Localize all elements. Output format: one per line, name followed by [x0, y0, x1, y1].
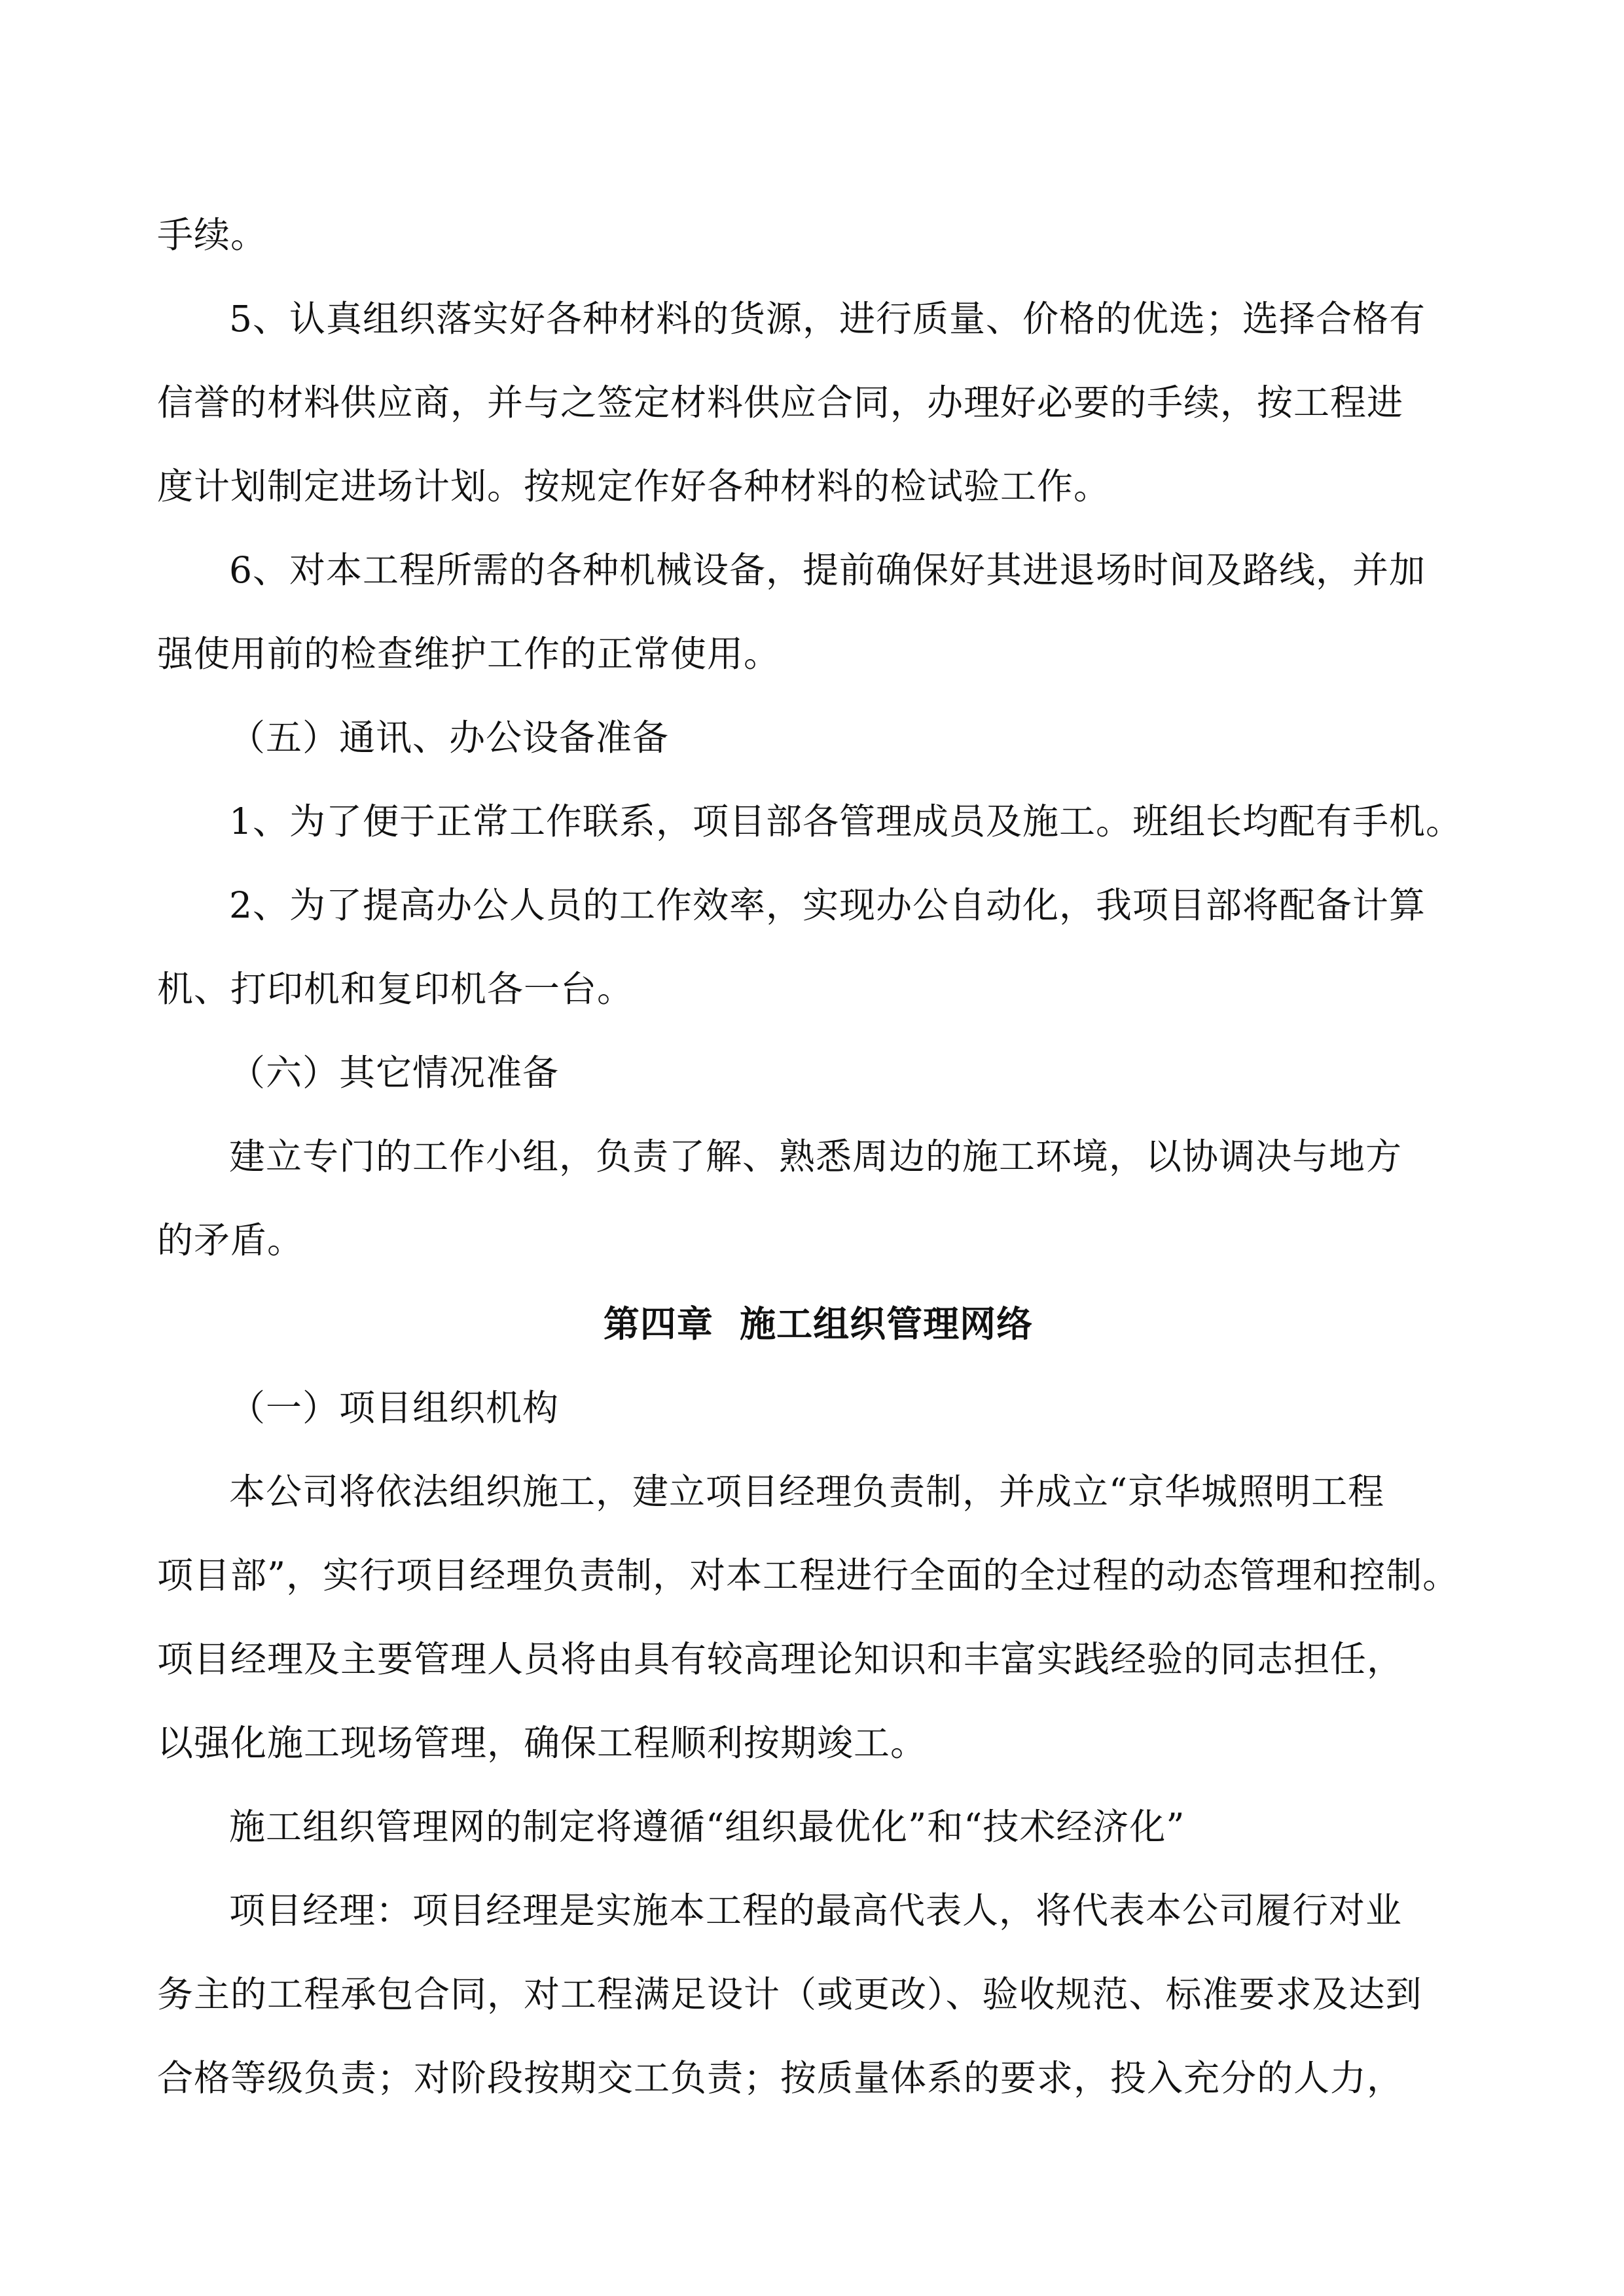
paragraph-office-equipment [157, 863, 1479, 1031]
text-line: 务主的工程承包合同，对工程满足设计（或更改）、验收规范、标准要求及达到 [157, 1973, 1422, 2015]
text-line: 项目经理：项目经理是实施本工程的最高代表人，将代表本公司履行对业 [229, 1890, 1403, 1931]
chapter-title-text: 第四章 施工组织管理网络 [603, 1303, 1034, 1345]
text-line: 6、对本工程所需的各种机械设备，提前确保好其进退场时间及路线，并加 [229, 549, 1426, 591]
text-line: （五）通讯、办公设备准备 [229, 717, 670, 759]
text-line: 的矛盾。 [157, 1219, 304, 1261]
document-body [157, 193, 1479, 2120]
paragraph-phones [157, 780, 1479, 863]
text-line: 强使用前的检查维护工作的正常使用。 [157, 633, 781, 675]
text-line: 2、为了提高办公人员的工作效率，实现办公自动化，我项目部将配备计算 [229, 884, 1426, 926]
text-line: 项目经理及主要管理人员将由具有较高理论知识和丰富实践经验的同志担任， [157, 1638, 1404, 1680]
section-heading-other [157, 1031, 1479, 1115]
paragraph-management-network [157, 1785, 1479, 1869]
text-line: 项目部”，实行项目经理负责制，对本工程进行全面的全过程的动态管理和控制。 [157, 1554, 1460, 1596]
section-heading-communication [157, 696, 1479, 780]
chapter-title [157, 1282, 1479, 1366]
paragraph-materials [157, 277, 1479, 528]
text-line: 5、认真组织落实好各种材料的货源，进行质量、价格的优选；选择合格有 [229, 298, 1426, 340]
text-line: 手续。 [157, 214, 268, 256]
text-line: 以强化施工现场管理，确保工程顺利按期竣工。 [157, 1722, 928, 1764]
text-line: 施工组织管理网的制定将遵循“组织最优化”和“技术经济化” [229, 1806, 1185, 1848]
text-line: 合格等级负责；对阶段按期交工负责；按质量体系的要求，投入充分的人力， [157, 2057, 1404, 2099]
paragraph-project-manager [157, 1869, 1479, 2120]
paragraph-equipment [157, 528, 1479, 696]
text-line: （六）其它情况准备 [229, 1052, 560, 1094]
text-line: 建立专门的工作小组，负责了解、熟悉周边的施工环境，以协调决与地方 [229, 1136, 1403, 1177]
paragraph-project-department [157, 1450, 1479, 1785]
section-heading-organization [157, 1366, 1479, 1450]
paragraph-continuation [157, 193, 1479, 277]
text-line: 1、为了便于正常工作联系，项目部各管理成员及施工。班组长均配有手机。 [229, 800, 1462, 842]
text-line: （一）项目组织机构 [229, 1387, 560, 1429]
text-line: 信誉的材料供应商，并与之签定材料供应合同，办理好必要的手续，按工程进 [157, 382, 1404, 423]
text-line: 度计划制定进场计划。按规定作好各种材料的检试验工作。 [157, 465, 1111, 507]
text-line: 机、打印机和复印机各一台。 [157, 968, 634, 1010]
paragraph-work-group [157, 1115, 1479, 1282]
text-line: 本公司将依法组织施工，建立项目经理负责制，并成立“京华城照明工程 [229, 1471, 1385, 1513]
